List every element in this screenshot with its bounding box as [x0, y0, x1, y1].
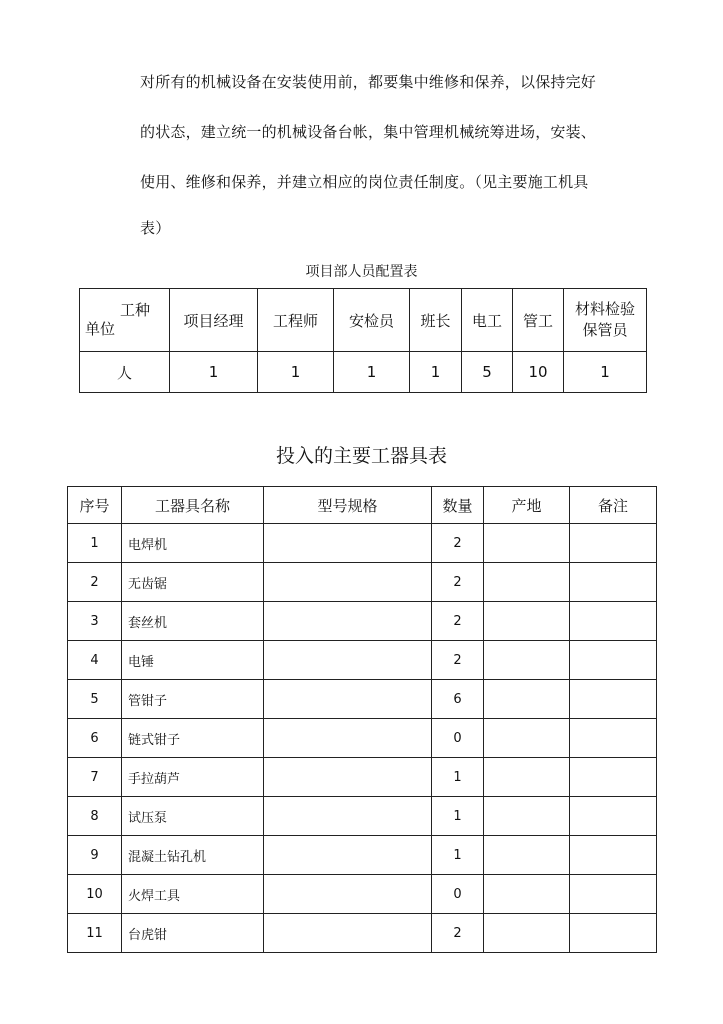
- tool-note: [570, 641, 657, 680]
- staff-header-cell: 安检员: [334, 289, 410, 352]
- tool-quantity: 2: [432, 524, 484, 563]
- tool-note: [570, 914, 657, 953]
- row-number: 2: [68, 563, 122, 602]
- tool-quantity: 2: [432, 563, 484, 602]
- staff-header-cell: 班长: [410, 289, 462, 352]
- tool-quantity: 1: [432, 836, 484, 875]
- header-line-1: 材料检验: [574, 300, 635, 318]
- tool-origin: [484, 758, 570, 797]
- tool-origin: [484, 719, 570, 758]
- tool-note: [570, 524, 657, 563]
- staff-value-cell: 1: [564, 352, 647, 393]
- row-number: 1: [68, 524, 122, 563]
- corner-bottom-label: 单位: [85, 320, 116, 338]
- tool-origin: [484, 680, 570, 719]
- tool-quantity: 6: [432, 680, 484, 719]
- tool-name: 链式钳子: [122, 719, 264, 758]
- staff-header-cell: 管工: [513, 289, 564, 352]
- row-number: 10: [68, 875, 122, 914]
- tool-note: [570, 836, 657, 875]
- staff-value-cell: 5: [462, 352, 513, 393]
- tool-quantity: 2: [432, 641, 484, 680]
- tool-quantity: 0: [432, 875, 484, 914]
- tool-name: 套丝机: [122, 602, 264, 641]
- table-row: [68, 836, 657, 875]
- header-line-2: 保管员: [582, 321, 628, 339]
- row-number: 4: [68, 641, 122, 680]
- table-row: [68, 602, 657, 641]
- tool-name: 手拉葫芦: [122, 758, 264, 797]
- row-number: 6: [68, 719, 122, 758]
- tool-spec: [264, 914, 432, 953]
- tools-table: [67, 486, 657, 953]
- staff-value-cell: 1: [170, 352, 258, 393]
- table-row: [68, 914, 657, 953]
- tools-header-cell: 型号规格: [264, 487, 432, 524]
- tools-table-caption: 投入的主要工器具表: [275, 445, 447, 467]
- tools-header-row: [68, 487, 657, 524]
- tool-spec: [264, 836, 432, 875]
- tool-name: 台虎钳: [122, 914, 264, 953]
- tool-spec: [264, 680, 432, 719]
- staff-header-cell-material-keeper: [564, 289, 647, 352]
- staff-header-row: [80, 289, 647, 352]
- tool-name: 管钳子: [122, 680, 264, 719]
- tool-origin: [484, 641, 570, 680]
- tool-quantity: 0: [432, 719, 484, 758]
- tool-note: [570, 797, 657, 836]
- tool-name: 电锤: [122, 641, 264, 680]
- table-row: [68, 563, 657, 602]
- staff-data-row: [80, 352, 647, 393]
- tool-origin: [484, 563, 570, 602]
- tool-name: 试压泵: [122, 797, 264, 836]
- tool-quantity: 2: [432, 602, 484, 641]
- staff-table-caption: 项目部人员配置表: [305, 264, 418, 280]
- staff-header-cell: 项目经理: [170, 289, 258, 352]
- tool-spec: [264, 719, 432, 758]
- tool-note: [570, 758, 657, 797]
- tool-quantity: 1: [432, 758, 484, 797]
- tool-origin: [484, 836, 570, 875]
- tools-header-cell: 备注: [570, 487, 657, 524]
- tool-note: [570, 680, 657, 719]
- tool-quantity: 2: [432, 914, 484, 953]
- tool-origin: [484, 875, 570, 914]
- staff-value-cell: 10: [513, 352, 564, 393]
- tool-name: 混凝土钻孔机: [122, 836, 264, 875]
- row-number: 3: [68, 602, 122, 641]
- paragraph-line-4: 表）: [140, 219, 171, 237]
- row-number: 11: [68, 914, 122, 953]
- row-number: 9: [68, 836, 122, 875]
- tool-name: 火焊工具: [122, 875, 264, 914]
- tool-spec: [264, 641, 432, 680]
- tool-origin: [484, 602, 570, 641]
- row-number: 5: [68, 680, 122, 719]
- tools-header-cell: 产地: [484, 487, 570, 524]
- tool-spec: [264, 758, 432, 797]
- tool-note: [570, 875, 657, 914]
- tool-note: [570, 719, 657, 758]
- table-row: [68, 875, 657, 914]
- tool-origin: [484, 797, 570, 836]
- staff-table: [79, 288, 647, 393]
- tool-spec: [264, 563, 432, 602]
- paragraph-line-2: 的状态，建立统一的机械设备台帐，集中管理机械统筹进场，安装、: [140, 123, 597, 141]
- tools-header-cell: 数量: [432, 487, 484, 524]
- table-row: [68, 758, 657, 797]
- tool-name: 电焊机: [122, 524, 264, 563]
- table-row: [68, 524, 657, 563]
- table-row: [68, 797, 657, 836]
- tool-spec: [264, 797, 432, 836]
- row-number: 8: [68, 797, 122, 836]
- staff-value-cell: 1: [334, 352, 410, 393]
- table-row: [68, 719, 657, 758]
- paragraph-line-1: 对所有的机械设备在安装使用前，都要集中维修和保养，以保持完好: [140, 73, 597, 91]
- tools-header-cell: 工器具名称: [122, 487, 264, 524]
- tool-spec: [264, 875, 432, 914]
- staff-value-cell: 1: [410, 352, 462, 393]
- tool-quantity: 1: [432, 797, 484, 836]
- tool-spec: [264, 524, 432, 563]
- staff-corner-header: [80, 289, 170, 352]
- staff-header-cell: 工程师: [258, 289, 334, 352]
- staff-header-cell: 电工: [462, 289, 513, 352]
- table-row: [68, 680, 657, 719]
- staff-row-label: 人: [80, 352, 170, 393]
- tools-header-cell: 序号: [68, 487, 122, 524]
- corner-top-label: 工种: [120, 301, 151, 319]
- staff-value-cell: 1: [258, 352, 334, 393]
- table-row: [68, 641, 657, 680]
- tool-note: [570, 602, 657, 641]
- tool-origin: [484, 914, 570, 953]
- tool-origin: [484, 524, 570, 563]
- paragraph-line-3: 使用、维修和保养，并建立相应的岗位责任制度。（见主要施工机具: [140, 173, 589, 191]
- tool-note: [570, 563, 657, 602]
- tool-name: 无齿锯: [122, 563, 264, 602]
- row-number: 7: [68, 758, 122, 797]
- tool-spec: [264, 602, 432, 641]
